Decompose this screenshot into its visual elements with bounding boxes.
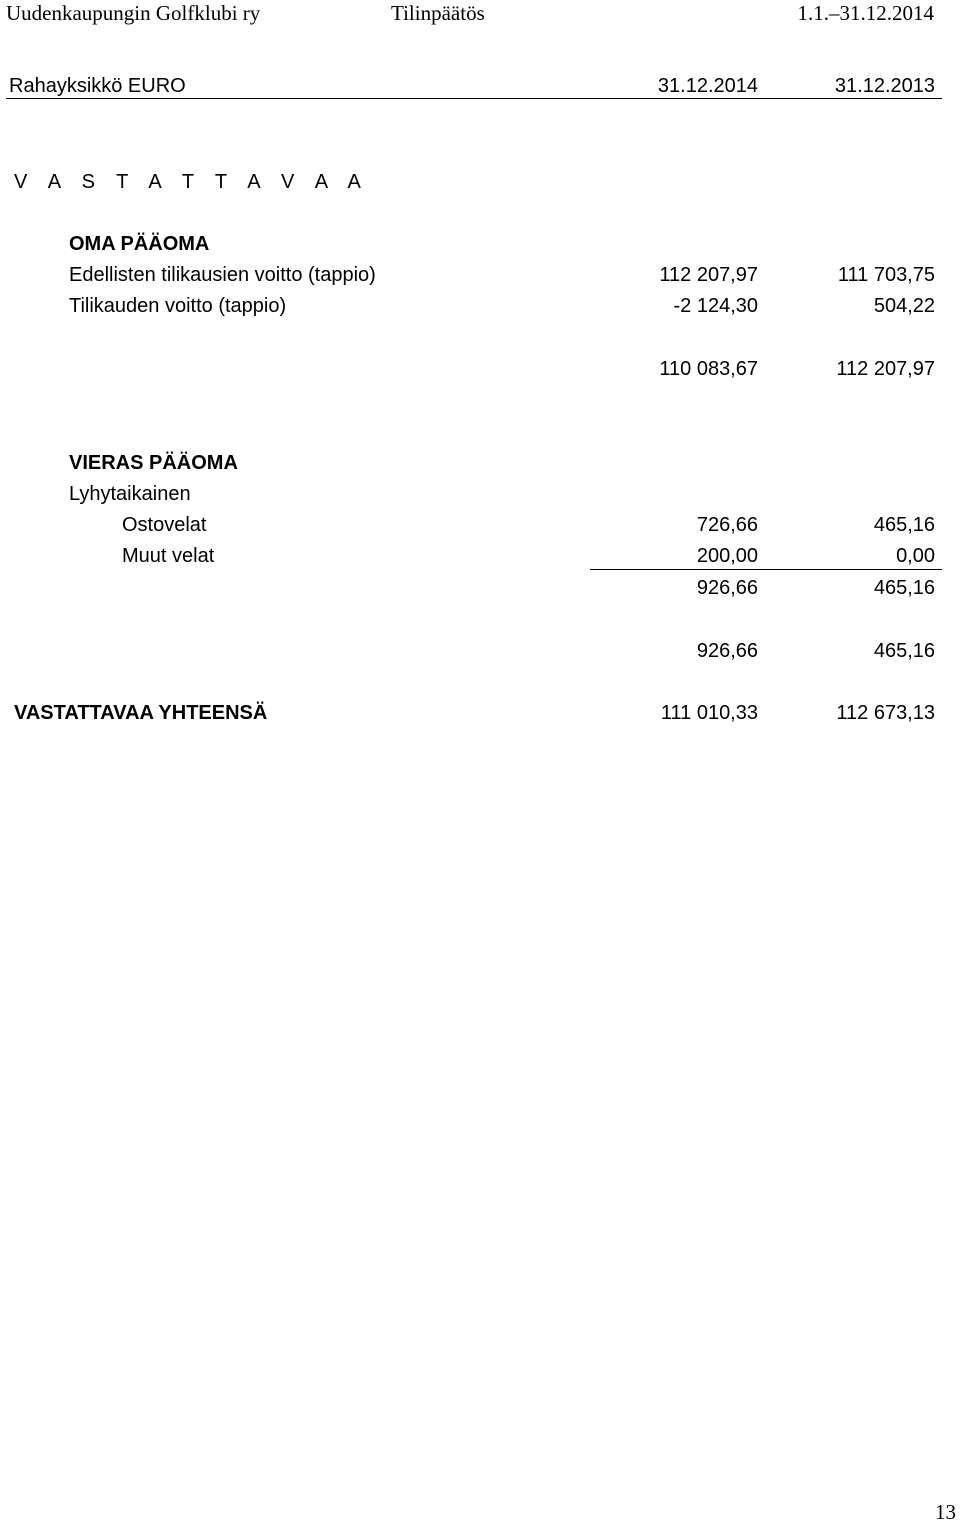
row-value-2014: 112 207,97	[659, 264, 758, 286]
org-name: Uudenkaupungin Golfklubi ry	[6, 1, 261, 25]
row-label: Muut velat	[122, 545, 215, 567]
row-label: Tilikauden voitto (tappio)	[69, 295, 287, 317]
grand-total-2013: 112 673,13	[836, 702, 935, 724]
column-header-2013: 31.12.2013	[834, 75, 935, 97]
currency-unit: Rahayksikkö EURO	[9, 75, 186, 97]
grand-total-label: VASTATTAVAA YHTEENSÄ	[14, 702, 268, 724]
liabilities-total-2014: 926,66	[696, 640, 758, 662]
header-rule	[6, 98, 942, 99]
row-value-2014: -2 124,30	[673, 295, 758, 317]
liabilities-title: VIERAS PÄÄOMA	[69, 452, 238, 474]
row-value-2013: 0,00	[896, 545, 935, 567]
row-value-2013: 504,22	[873, 295, 935, 317]
row-value-2014: 200,00	[696, 545, 758, 567]
row-value-2013: 465,16	[873, 514, 935, 536]
period: 1.1.–31.12.2014	[797, 1, 934, 25]
subtotal-rule	[590, 569, 942, 570]
column-header-2014: 31.12.2014	[657, 75, 758, 97]
row-label: Ostovelat	[122, 514, 207, 536]
equity-total-2014: 110 083,67	[659, 358, 758, 380]
row-value-2014: 726,66	[696, 514, 758, 536]
liabilities-group: Lyhytaikainen	[69, 483, 191, 505]
row-label: Edellisten tilikausien voitto (tappio)	[69, 264, 376, 286]
liabilities-total-2013: 465,16	[873, 640, 935, 662]
page-number: 13	[935, 1500, 956, 1524]
liabilities-subtotal-2013: 465,16	[873, 577, 935, 599]
document-title: Tilinpäätös	[391, 1, 485, 25]
liabilities-subtotal-2014: 926,66	[696, 577, 758, 599]
row-value-2013: 111 703,75	[837, 264, 935, 286]
grand-total-2014: 111 010,33	[660, 702, 758, 724]
equity-title: OMA PÄÄOMA	[69, 233, 210, 255]
equity-total-2013: 112 207,97	[836, 358, 935, 380]
section-title: V A S T A T T A V A A	[14, 171, 369, 193]
